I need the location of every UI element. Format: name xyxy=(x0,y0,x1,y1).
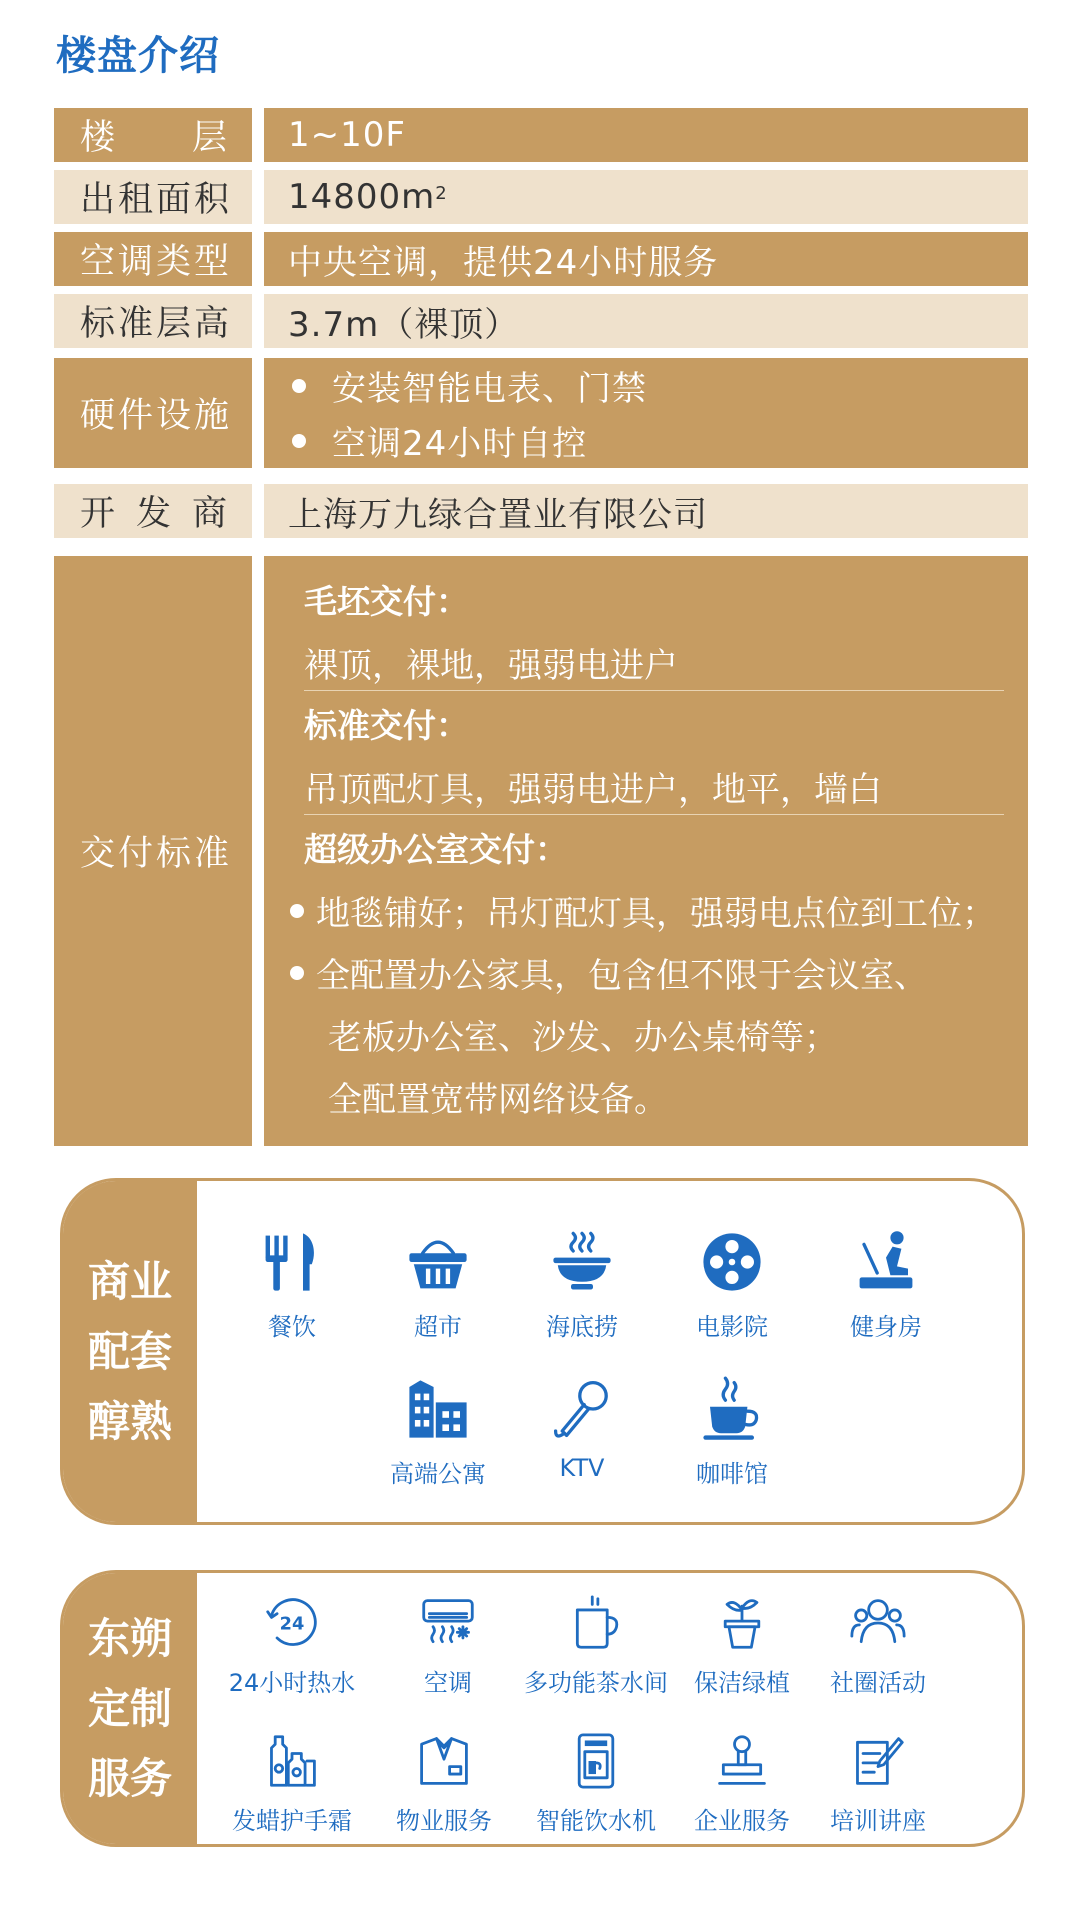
divider xyxy=(304,690,1004,691)
amenity-cinema: 电影院 xyxy=(657,1229,807,1342)
amenity-dining: 餐饮 xyxy=(217,1229,367,1342)
community-icon xyxy=(850,1595,906,1651)
service-toiletries: 发蜡护手霜 xyxy=(217,1733,367,1836)
amenity-hotpot: 海底捞 xyxy=(507,1229,657,1342)
amenity-apartment: 高端公寓 xyxy=(363,1376,513,1489)
amenity-cafe: 咖啡馆 xyxy=(657,1376,807,1489)
page-title: 楼盘介绍 xyxy=(56,33,220,79)
list-item: 空调24小时自控 xyxy=(288,416,647,465)
service-panel xyxy=(60,1570,1025,1847)
fork-knife-icon xyxy=(259,1229,325,1295)
list-item: 地毯铺好；吊灯配灯具，强弱电点位到工位； xyxy=(286,886,996,935)
row-floor-label: 楼 层 xyxy=(54,108,252,162)
basket-icon xyxy=(405,1229,471,1295)
water-dispenser-icon xyxy=(568,1733,624,1789)
apartment-icon xyxy=(405,1376,471,1442)
bullet-icon xyxy=(290,904,304,918)
row-height xyxy=(54,294,1028,348)
row-area xyxy=(54,170,1028,224)
row-delivery xyxy=(54,556,1028,1146)
clock-24-icon xyxy=(264,1595,320,1651)
list-item: 全配置办公家具，包含但不限于会议室、 xyxy=(286,948,928,997)
standard-title: 标准交付： xyxy=(304,706,469,745)
microphone-icon xyxy=(549,1376,615,1442)
amenity-gym: 健身房 xyxy=(811,1229,961,1342)
fitness-icon xyxy=(853,1229,919,1295)
super-cont: 老板办公室、沙发、办公桌椅等； xyxy=(328,1018,838,1058)
row-delivery-value xyxy=(264,556,1028,1146)
bullet-icon xyxy=(290,966,304,980)
rough-text: 裸顶，裸地，强弱电进户 xyxy=(304,646,678,686)
service-community: 社圈活动 xyxy=(803,1595,953,1698)
notepad-icon xyxy=(850,1733,906,1789)
row-area-label: 出租面积 xyxy=(54,170,252,224)
uniform-icon xyxy=(416,1733,472,1789)
row-area-value: 14800m $^2$ xyxy=(264,170,1028,224)
coffee-cup-icon xyxy=(699,1376,765,1442)
bullet-icon xyxy=(292,379,306,393)
row-ac xyxy=(54,232,1028,286)
service-enterprise: 企业服务 xyxy=(667,1733,817,1836)
amenity-supermarket: 超市 xyxy=(363,1229,513,1342)
row-developer xyxy=(54,484,1028,538)
row-hardware xyxy=(54,358,1028,468)
row-developer-label: 开 发 商 xyxy=(54,484,252,538)
film-reel-icon xyxy=(699,1229,765,1295)
row-delivery-label: 交付标准 xyxy=(54,556,252,1146)
divider xyxy=(304,814,1004,815)
row-floor-value: 1~10F xyxy=(264,108,1028,162)
service-water-dispenser: 智能饮水机 xyxy=(521,1733,671,1836)
tea-cup-icon xyxy=(568,1595,624,1651)
svg-text:24: 24 xyxy=(279,1614,305,1635)
row-hardware-label: 硬件设施 xyxy=(54,358,252,468)
commercial-side: 商业 配套 醇熟 xyxy=(63,1181,197,1522)
service-property: 物业服务 xyxy=(369,1733,519,1836)
super-cont: 全配置宽带网络设备。 xyxy=(328,1080,668,1120)
row-hardware-value xyxy=(264,358,1028,468)
potted-plant-icon xyxy=(714,1595,770,1651)
row-floor xyxy=(54,108,1028,162)
service-training: 培训讲座 xyxy=(803,1733,953,1836)
service-hot-water: 24 24小时热水 xyxy=(217,1595,367,1698)
service-cleaning: 保洁绿植 xyxy=(667,1595,817,1698)
row-height-value: 3.7m（裸顶） xyxy=(264,294,1028,348)
bullet-icon xyxy=(292,434,306,448)
row-ac-value: 中央空调，提供24小时服务 xyxy=(264,232,1028,286)
air-conditioner-icon xyxy=(420,1595,476,1651)
commercial-panel xyxy=(60,1178,1025,1525)
amenity-ktv: KTV xyxy=(507,1376,657,1482)
row-ac-label: 空调类型 xyxy=(54,232,252,286)
row-developer-value: 上海万九绿合置业有限公司 xyxy=(264,484,1028,538)
service-ac: 空调 xyxy=(373,1595,523,1698)
service-side: 东朔 定制 服务 xyxy=(63,1573,197,1844)
standard-text: 吊顶配灯具，强弱电进户，地平，墙白 xyxy=(304,770,882,810)
super-title: 超级办公室交付： xyxy=(304,830,568,869)
hotpot-icon xyxy=(549,1229,615,1295)
stamp-icon xyxy=(714,1733,770,1789)
list-item: 安装智能电表、门禁 xyxy=(288,361,647,410)
service-tea-room: 多功能茶水间 xyxy=(521,1595,671,1698)
row-height-label: 标准层高 xyxy=(54,294,252,348)
bottles-icon xyxy=(264,1733,320,1789)
rough-title: 毛坯交付： xyxy=(304,582,469,621)
